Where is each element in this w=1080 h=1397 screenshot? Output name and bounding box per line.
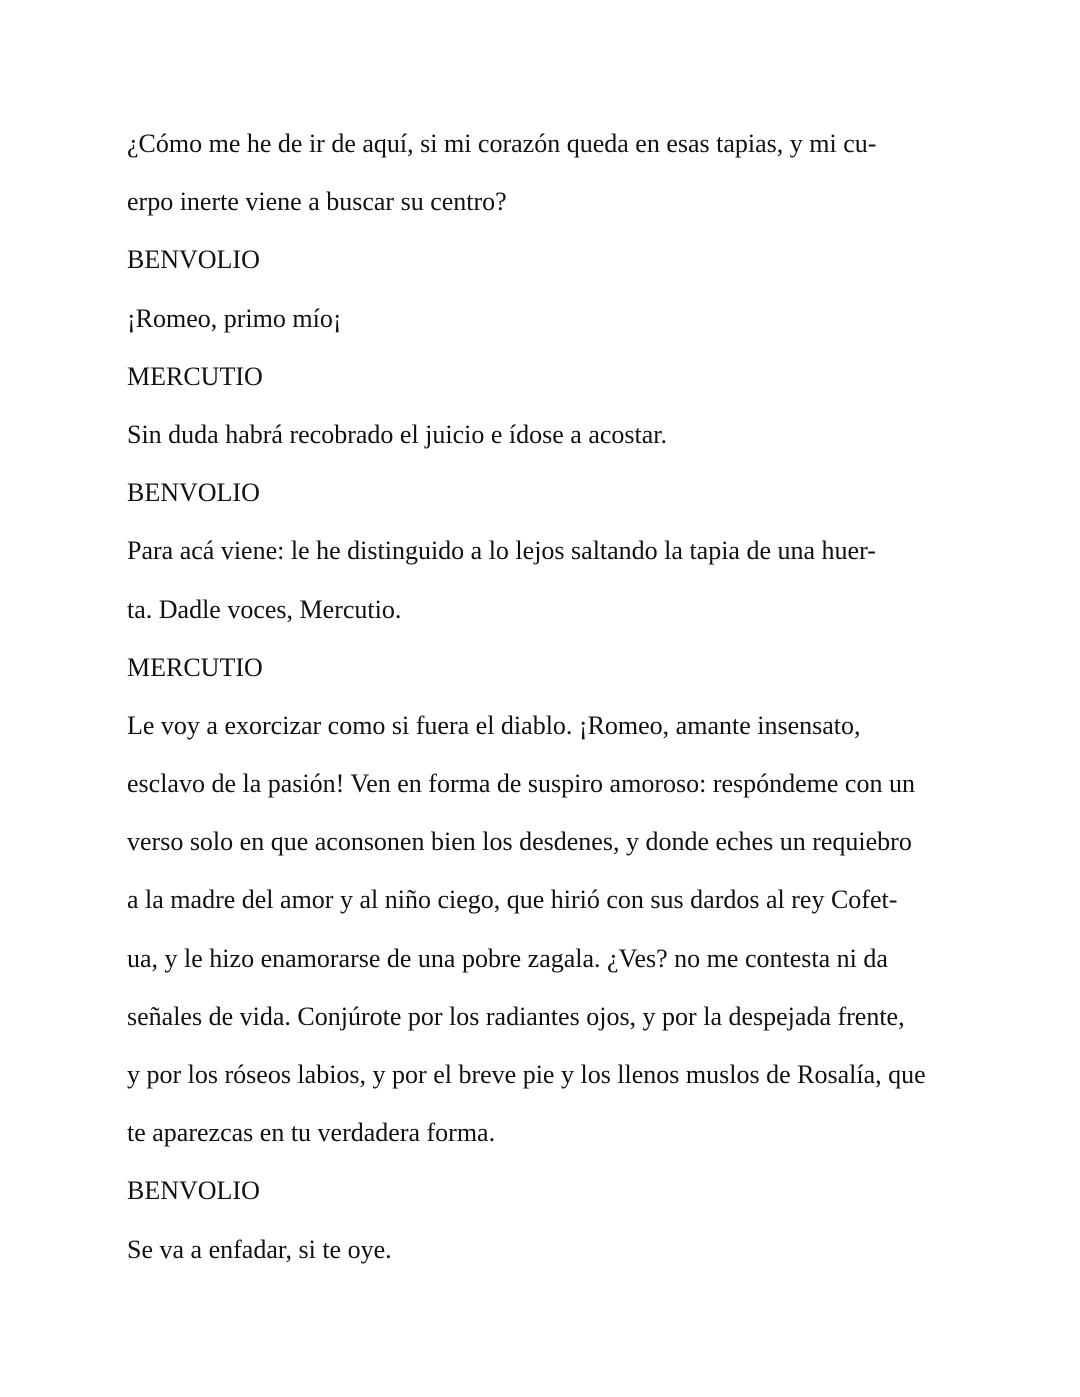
speech-line: a la madre del amor y al niño ciego, que hirió con sus dardos al rey Cofet- xyxy=(127,885,898,915)
speech-line: Le voy a exorcizar como si fuera el diablo. ¡Romeo, amante insensato, xyxy=(127,710,861,740)
speech-line: verso solo en que aconsonen bien los desdenes, y donde eches un requiebro xyxy=(127,827,912,857)
speech-line: señales de vida. Conjúrote por los radiantes ojos, y por la despejada frente, xyxy=(127,1001,905,1031)
speaker-name-mercutio: MERCUTIO xyxy=(127,652,263,682)
speech-line: ¿Cómo me he de ir de aquí, si mi corazón queda en esas tapias, y mi cu- xyxy=(127,129,877,158)
speech-line: ¡Romeo, primo mío¡ xyxy=(127,303,342,333)
speech-line: esclavo de la pasión! Ven en forma de suspiro amoroso: respóndeme con un xyxy=(127,769,915,799)
speech-line: erpo inerte viene a buscar su centro? xyxy=(127,187,507,217)
speaker-name-benvolio: BENVOLIO xyxy=(127,1176,260,1206)
dialogue-text xyxy=(127,115,987,1279)
speaker-name-mercutio: MERCUTIO xyxy=(127,361,263,391)
speech-line: ua, y le hizo enamorarse de una pobre zagala. ¿Ves? no me contesta ni da xyxy=(127,943,888,973)
speech-line: y por los róseos labios, y por el breve pie y los llenos muslos de Rosalía, que xyxy=(127,1060,926,1089)
speaker-name-benvolio: BENVOLIO xyxy=(127,245,260,275)
speech-line: te aparezcas en tu verdadera forma. xyxy=(127,1118,496,1148)
speech-line: Se va a enfadar, si te oye. xyxy=(127,1234,392,1264)
speech-line: Para acá viene: le he distinguido a lo lejos saltando la tapia de una huer- xyxy=(127,536,876,566)
speech-line: ta. Dadle voces, Mercutio. xyxy=(127,594,402,624)
speech-line: Sin duda habrá recobrado el juicio e ídose a acostar. xyxy=(127,419,668,449)
speaker-name-benvolio: BENVOLIO xyxy=(127,478,260,508)
